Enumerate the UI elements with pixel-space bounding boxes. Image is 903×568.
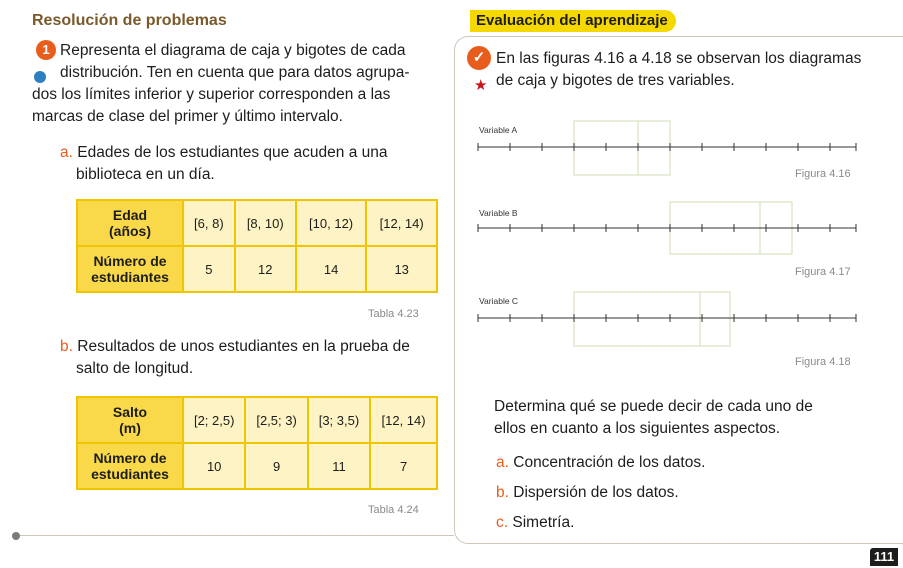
intro-line: marcas de clase del primer y último intervalo. xyxy=(32,108,343,125)
table-row xyxy=(77,397,437,443)
table-cell: [2,5; 3) xyxy=(245,397,307,443)
item-b-line: Resultados de unos estudiantes en la prueba de xyxy=(77,338,410,355)
table-cell: [12, 14) xyxy=(370,397,437,443)
section-title: Resolución de problemas xyxy=(32,12,227,29)
header-text: (años) xyxy=(109,223,151,239)
page-number: 111 xyxy=(870,548,898,566)
item-b-line: salto de longitud. xyxy=(76,360,194,377)
header-text: estudiantes xyxy=(91,466,169,482)
figure-caption: Figura 4.17 xyxy=(795,266,851,278)
divider xyxy=(20,535,454,536)
item-a xyxy=(60,142,440,186)
problem-number-badge: 1 xyxy=(36,40,56,60)
table-cell: 12 xyxy=(235,246,296,292)
figure-caption: Figura 4.18 xyxy=(795,356,851,368)
figure-variable-label: Variable A xyxy=(479,125,518,135)
intro-line: de caja y bigotes de tres variables. xyxy=(496,72,735,89)
bullet-dot-icon xyxy=(12,532,20,540)
intro-line: dos los límites inferior y superior corresponden a las xyxy=(32,86,391,103)
intro-line: Representa el diagrama de caja y bigotes de cada xyxy=(60,42,406,59)
item-b-letter: b. xyxy=(60,338,73,355)
table-cell: 5 xyxy=(183,246,235,292)
box-outline xyxy=(574,292,730,346)
table-header-cell xyxy=(77,443,183,489)
aspect-item xyxy=(496,452,705,474)
table-cell: [10, 12) xyxy=(296,200,367,246)
table-cell: [2; 2,5) xyxy=(183,397,245,443)
table-cell: [6, 8) xyxy=(183,200,235,246)
table-cell: 7 xyxy=(370,443,437,489)
header-text: estudiantes xyxy=(91,269,169,285)
task-line: ellos en cuanto a los siguientes aspectos. xyxy=(494,420,781,437)
table-cell: [8, 10) xyxy=(235,200,296,246)
table-a xyxy=(76,199,438,293)
table-header-cell xyxy=(77,246,183,292)
aspect-item xyxy=(496,512,574,534)
aspect-text: Simetría. xyxy=(512,514,575,531)
box-plot-figure xyxy=(476,286,866,348)
problem-intro xyxy=(32,40,440,128)
table-cell: [3; 3,5) xyxy=(308,397,370,443)
check-icon: ✓ xyxy=(467,46,491,70)
aspect-text: Concentración de los datos. xyxy=(513,454,706,471)
item-a-line: Edades de los estudiantes que acuden a una xyxy=(77,144,388,161)
table-header-cell xyxy=(77,397,183,443)
star-icon: ★ xyxy=(474,77,488,94)
box-outline xyxy=(574,121,670,175)
item-b xyxy=(60,336,450,380)
difficulty-dot-icon xyxy=(34,71,46,83)
header-text: Salto xyxy=(112,404,148,420)
intro-line: En las figuras 4.16 a 4.18 se observan los diagramas xyxy=(496,50,862,67)
figure-caption: Figura 4.16 xyxy=(795,168,851,180)
aspect-letter: a. xyxy=(496,454,509,471)
aspect-letter: c. xyxy=(496,514,509,531)
header-text: Número de xyxy=(93,450,167,466)
header-text: Número de xyxy=(93,253,167,269)
evaluation-banner: Evaluación del aprendizaje xyxy=(470,10,676,32)
table-row xyxy=(77,443,437,489)
table-header-cell xyxy=(77,200,183,246)
figure-variable-label: Variable C xyxy=(479,296,519,306)
table-cell: [12, 14) xyxy=(366,200,437,246)
table-row xyxy=(77,200,437,246)
aspect-item xyxy=(496,482,679,504)
task-text xyxy=(494,396,894,440)
header-text: Edad xyxy=(112,207,148,223)
table-b xyxy=(76,396,438,490)
table-cell: 10 xyxy=(183,443,245,489)
table-cell: 11 xyxy=(308,443,370,489)
table-cell: 14 xyxy=(296,246,367,292)
table-cell: 9 xyxy=(245,443,307,489)
intro-line: distribución. Ten en cuenta que para datos agrupa- xyxy=(60,64,410,81)
figure-variable-label: Variable B xyxy=(479,208,518,218)
table-caption: Tabla 4.23 xyxy=(368,308,419,320)
header-text: (m) xyxy=(119,420,141,436)
aspect-text: Dispersión de los datos. xyxy=(513,484,679,501)
table-cell: 13 xyxy=(366,246,437,292)
aspect-letter: b. xyxy=(496,484,509,501)
evaluation-intro xyxy=(496,48,896,92)
table-row xyxy=(77,246,437,292)
item-a-line: biblioteca en un día. xyxy=(76,166,215,183)
task-line: Determina qué se puede decir de cada uno de xyxy=(494,398,813,415)
box-plot-figure xyxy=(476,198,866,260)
table-caption: Tabla 4.24 xyxy=(368,504,419,516)
item-a-letter: a. xyxy=(60,144,73,161)
